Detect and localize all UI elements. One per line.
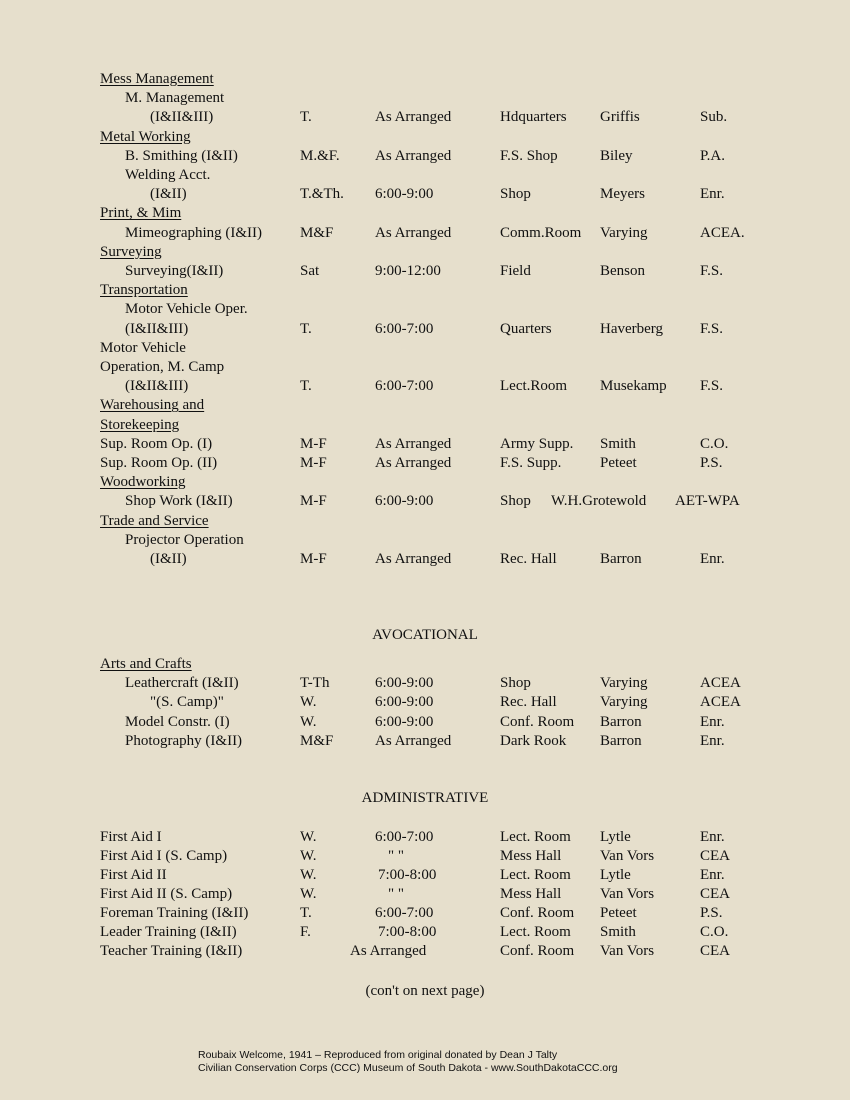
course-days: T.&Th. [300, 186, 344, 203]
course-supervisor: ACEA [700, 675, 741, 692]
course-place: F.S. Supp. [500, 455, 562, 471]
course-teacher: Van Vors [600, 886, 655, 902]
course-place: Field [500, 263, 531, 279]
course-time: As Arranged [375, 435, 452, 452]
course-name: (I&II&III) [125, 378, 189, 395]
category-heading: Print, & Mim [100, 205, 182, 222]
course-place: Rec. Hall [500, 551, 557, 567]
course-supervisor: P.S. [700, 455, 723, 471]
course-teacher: W.H.Grotewold [551, 493, 647, 510]
course-name: (I&II) [150, 551, 187, 567]
course-teacher: Peteet [600, 455, 637, 471]
course-time: " " [388, 848, 404, 864]
course-time: 6:00-9:00 [375, 493, 434, 510]
course-days: W. [300, 713, 317, 730]
course-teacher: Varying [600, 675, 648, 692]
course-days: M&F [300, 732, 334, 749]
course-place: Lect. Room [500, 867, 571, 883]
course-supervisor: CEA [700, 943, 730, 959]
footer-museum: Civilian Conservation Corps (CCC) Museum of South Dakota - www.SouthDakotaCCC.org [198, 1062, 618, 1074]
course-teacher: Griffis [600, 109, 640, 126]
course-place: Lect. Room [500, 924, 571, 940]
course-teacher: Varying [600, 224, 648, 241]
course-place: Hdquarters [500, 109, 567, 126]
course-supervisor: F.S. [700, 263, 723, 279]
course-time: " " [388, 886, 404, 902]
course-name: First Aid I (S. Camp) [100, 848, 228, 864]
course-supervisor: Enr. [700, 186, 725, 203]
category-heading: Woodworking [100, 474, 186, 491]
course-place: Shop [500, 493, 531, 510]
course-time: As Arranged [350, 943, 427, 959]
course-teacher: Varying [600, 694, 648, 711]
course-place: Shop [500, 675, 531, 692]
course-place: Comm.Room [500, 224, 582, 241]
course-supervisor: P.A. [700, 147, 726, 164]
course-days: T. [300, 378, 312, 395]
course-supervisor: C.O. [700, 435, 729, 452]
course-teacher: Barron [600, 713, 642, 730]
course-teacher: Van Vors [600, 848, 655, 864]
course-name: Foreman Training (I&II) [100, 905, 249, 921]
course-time: 6:00-9:00 [375, 713, 434, 730]
course-name: B. Smithing (I&II) [125, 147, 238, 164]
avocational-heading: AVOCATIONAL [372, 627, 478, 643]
course-teacher: Peteet [600, 905, 637, 921]
course-place: Army Supp. [500, 435, 574, 452]
course-name: Motor Vehicle [100, 339, 186, 356]
course-name: Leader Training (I&II) [100, 924, 237, 940]
course-name: Surveying(I&II) [125, 263, 224, 279]
course-supervisor: Enr. [700, 551, 725, 567]
category-heading: Warehousing and [100, 397, 205, 414]
course-time: 6:00-9:00 [375, 186, 434, 203]
course-place: Mess Hall [500, 848, 562, 864]
course-days: M.&F. [300, 147, 340, 164]
footer-credit: Roubaix Welcome, 1941 – Reproduced from original donated by Dean J Talty [198, 1049, 558, 1061]
course-days: W. [300, 867, 317, 883]
course-place: Conf. Room [500, 943, 575, 959]
course-teacher: Barron [600, 732, 642, 749]
course-supervisor: C.O. [700, 924, 729, 940]
course-time: 7:00-8:00 [378, 867, 437, 883]
course-time: As Arranged [375, 551, 452, 567]
course-place: Conf. Room [500, 713, 575, 730]
course-name: First Aid II (S. Camp) [100, 886, 233, 902]
course-supervisor: Enr. [700, 732, 725, 749]
course-time: As Arranged [375, 147, 452, 164]
course-supervisor: CEA [700, 886, 730, 902]
course-teacher: Benson [600, 263, 645, 279]
course-place: Dark Rook [500, 732, 567, 749]
category-heading: Surveying [100, 243, 162, 260]
course-days: W. [300, 829, 317, 845]
course-time: As Arranged [375, 109, 452, 126]
course-supervisor: ACEA. [700, 224, 745, 241]
category-heading: Metal Working [100, 128, 191, 145]
course-place: Quarters [500, 320, 552, 337]
course-name: Leathercraft (I&II) [125, 675, 239, 692]
course-time: As Arranged [375, 455, 452, 471]
course-place: Lect.Room [500, 378, 568, 395]
course-supervisor: F.S. [700, 320, 723, 337]
course-days: F. [300, 924, 311, 940]
course-days: M-F [300, 493, 327, 510]
continued-note: (con't on next page) [365, 983, 485, 999]
course-time: As Arranged [375, 732, 452, 749]
course-supervisor: ACEA [700, 694, 741, 711]
course-time: 6:00-7:00 [375, 905, 434, 921]
course-name: Teacher Training (I&II) [100, 943, 243, 959]
category-heading: Trade and Service [100, 512, 209, 529]
course-time: 6:00-7:00 [375, 320, 434, 337]
course-teacher: Musekamp [600, 378, 667, 395]
course-teacher: Smith [600, 435, 636, 452]
course-time: 7:00-8:00 [378, 924, 437, 940]
course-teacher: Van Vors [600, 943, 655, 959]
course-teacher: Haverberg [600, 320, 664, 337]
course-days: W. [300, 848, 317, 864]
administrative-heading: ADMINISTRATIVE [361, 790, 489, 806]
course-supervisor: AET-WPA [675, 493, 740, 510]
course-place: Mess Hall [500, 886, 562, 902]
course-teacher: Smith [600, 924, 636, 940]
course-place: Rec. Hall [500, 694, 557, 711]
course-name: First Aid I [100, 829, 162, 845]
course-supervisor: F.S. [700, 378, 723, 395]
course-supervisor: Enr. [700, 829, 725, 845]
course-name: Mimeographing (I&II) [125, 224, 263, 241]
course-days: Sat [300, 263, 320, 279]
course-time: 9:00-12:00 [375, 263, 441, 279]
course-days: T. [300, 320, 312, 337]
course-days: M-F [300, 455, 327, 471]
course-time: As Arranged [375, 224, 452, 241]
course-name: (I&II&III) [125, 320, 189, 337]
course-teacher: Lytle [600, 829, 631, 845]
category-heading: Storekeeping [100, 416, 180, 433]
course-days: W. [300, 886, 317, 902]
course-days: M&F [300, 224, 334, 241]
course-days: T-Th [300, 675, 330, 692]
course-supervisor: Enr. [700, 713, 725, 730]
category-heading: Arts and Crafts [100, 656, 192, 672]
course-teacher: Meyers [600, 186, 645, 203]
course-supervisor: P.S. [700, 905, 723, 921]
course-teacher: Biley [600, 147, 633, 164]
course-name: Projector Operation [125, 531, 244, 548]
course-name: M. Management [125, 90, 225, 107]
course-time: 6:00-7:00 [375, 378, 434, 395]
course-days: M-F [300, 551, 327, 567]
course-days: W. [300, 694, 317, 711]
course-name: Sup. Room Op. (I) [100, 435, 213, 452]
course-name: Welding Acct. [125, 167, 211, 183]
course-name: (I&II&III) [150, 109, 214, 126]
course-name: Shop Work (I&II) [125, 493, 233, 510]
course-place: Lect. Room [500, 829, 571, 845]
course-name: (I&II) [150, 186, 187, 203]
course-days: M-F [300, 435, 327, 452]
course-place: Shop [500, 186, 531, 203]
course-teacher: Lytle [600, 867, 631, 883]
course-supervisor: Enr. [700, 867, 725, 883]
course-time: 6:00-7:00 [375, 829, 434, 845]
course-days: T. [300, 109, 312, 126]
course-time: 6:00-9:00 [375, 694, 434, 711]
course-days: T. [300, 905, 312, 921]
category-heading: Mess Management [100, 71, 214, 87]
course-supervisor: Sub. [700, 109, 728, 126]
course-place: F.S. Shop [500, 147, 558, 164]
course-place: Conf. Room [500, 905, 575, 921]
course-name: Sup. Room Op. (II) [100, 455, 218, 471]
course-supervisor: CEA [700, 848, 730, 864]
category-heading: Transportation [100, 282, 188, 299]
course-name: Model Constr. (I) [125, 713, 230, 730]
course-teacher: Barron [600, 551, 642, 567]
course-name: Motor Vehicle Oper. [125, 301, 248, 318]
course-name: Operation, M. Camp [100, 359, 225, 375]
course-name: Photography (I&II) [125, 732, 243, 749]
course-name: First Aid II [100, 867, 167, 883]
course-name: "(S. Camp)" [150, 694, 224, 711]
course-time: 6:00-9:00 [375, 675, 434, 692]
